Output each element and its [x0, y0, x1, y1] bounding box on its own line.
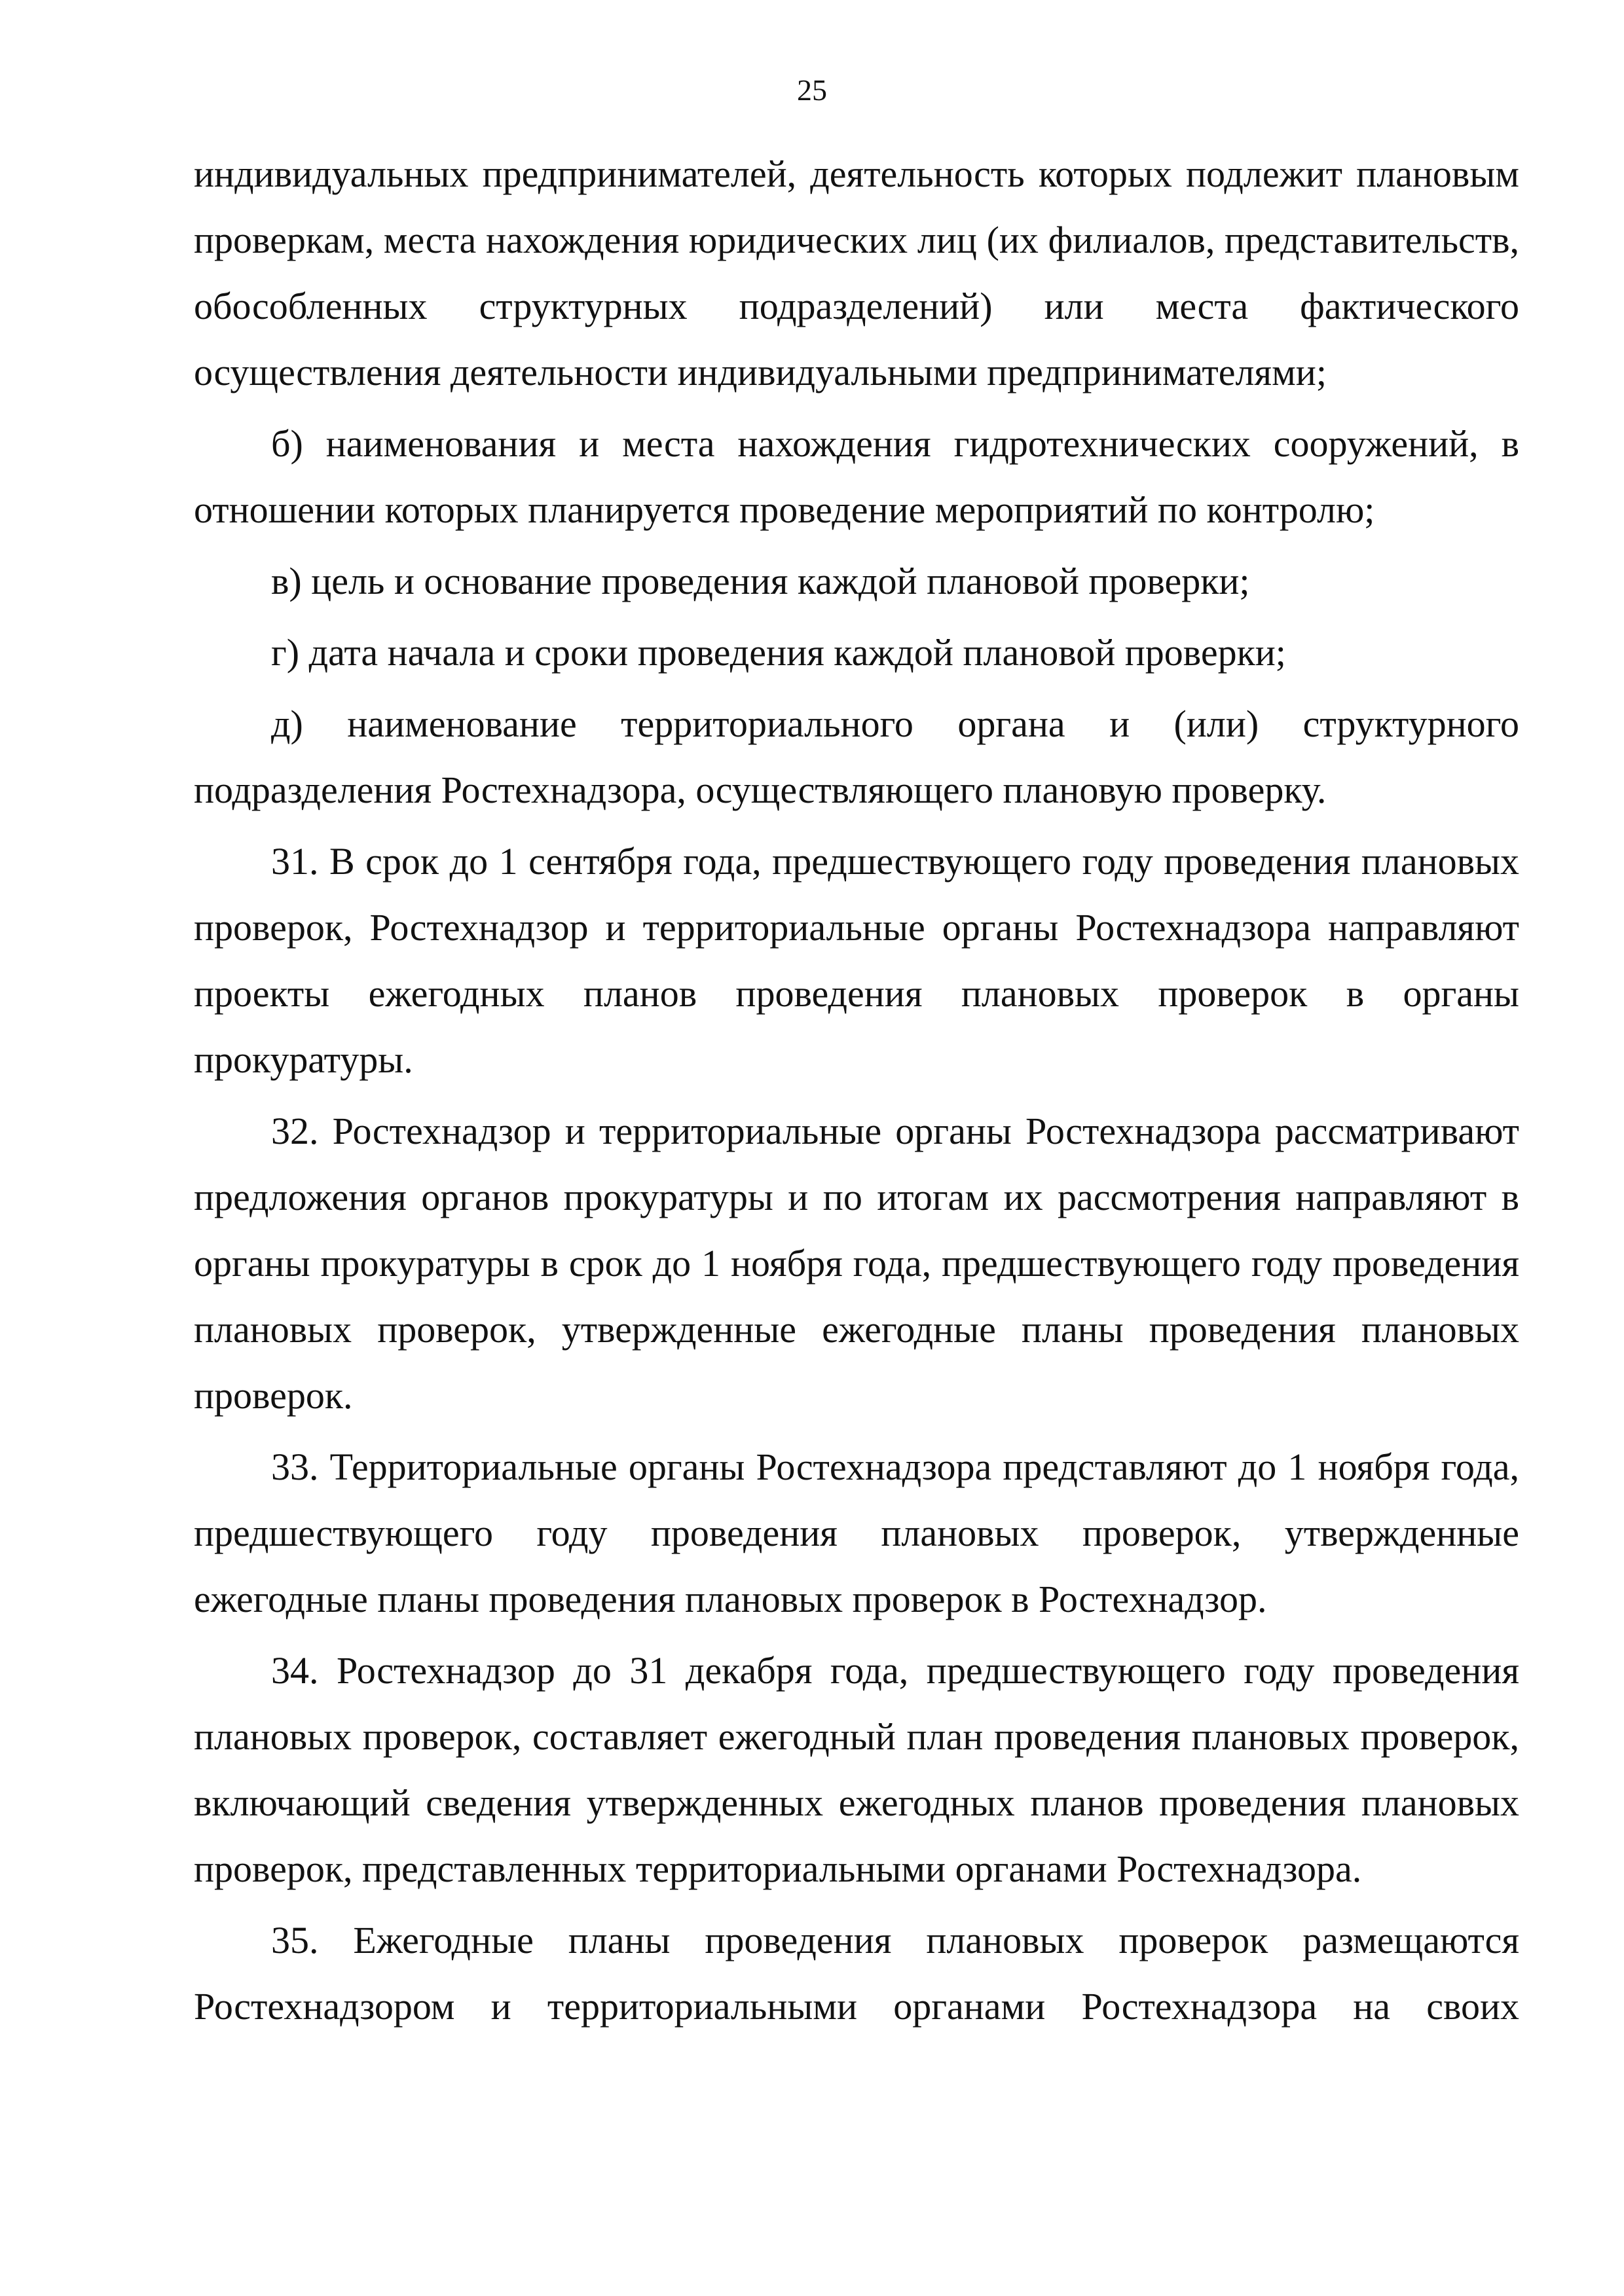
paragraph-35: 35. Ежегодные планы проведения плановых проверок размещаются Ростехнадзором и территориальными органами Ростехнадзора на своих — [194, 1919, 1519, 2028]
document-body — [194, 141, 1519, 2039]
paragraph-item-b: б) наименования и места нахождения гидротехнических сооружений, в отношении которых планируется проведение мероприятий по контролю; — [194, 422, 1519, 531]
paragraph-33: 33. Территориальные органы Ростехнадзора представляют до 1 ноября года, предшествующего году проведения плановых проверок, утвержденные ежегодные планы проведения плановых проверок в Ростехнадзор. — [194, 1446, 1519, 1620]
paragraph-31: 31. В срок до 1 сентября года, предшествующего году проведения плановых проверок, Ростехнадзор и территориальные органы Ростехнадзора направляют проекты ежегодных планов проведения плановых проверок в органы прокуратуры. — [194, 840, 1519, 1081]
paragraph-item-g: г) дата начала и сроки проведения каждой плановой проверки; — [271, 631, 1286, 674]
paragraph-continuation: индивидуальных предпринимателей, деятельность которых подлежит плановым проверкам, места нахождения юридических лиц (их филиалов, представительств, обособленных структурных подразделений) или места фактического осуществления деятельности индивидуальными предпринимателями; — [194, 153, 1519, 393]
paragraph-item-d: д) наименование территориального органа и (или) структурного подразделения Ростехнадзора, осуществляющего плановую проверку. — [194, 702, 1519, 811]
paragraph-34: 34. Ростехнадзор до 31 декабря года, предшествующего году проведения плановых проверок, составляет ежегодный план проведения плановых проверок, включающий сведения утвержденных ежегодных планов проведения плановых проверок, представленных территориальными органами Ростехнадзора. — [194, 1649, 1519, 1890]
paragraph-32: 32. Ростехнадзор и территориальные органы Ростехнадзора рассматривают предложения органов прокуратуры и по итогам их рассмотрения направляют в органы прокуратуры в срок до 1 ноября года, предшествующего году проведения плановых проверок, утвержденные ежегодные планы проведения плановых проверок. — [194, 1110, 1519, 1417]
page-number: 25 — [797, 73, 827, 107]
paragraph-item-v: в) цель и основание проведения каждой плановой проверки; — [271, 560, 1250, 602]
